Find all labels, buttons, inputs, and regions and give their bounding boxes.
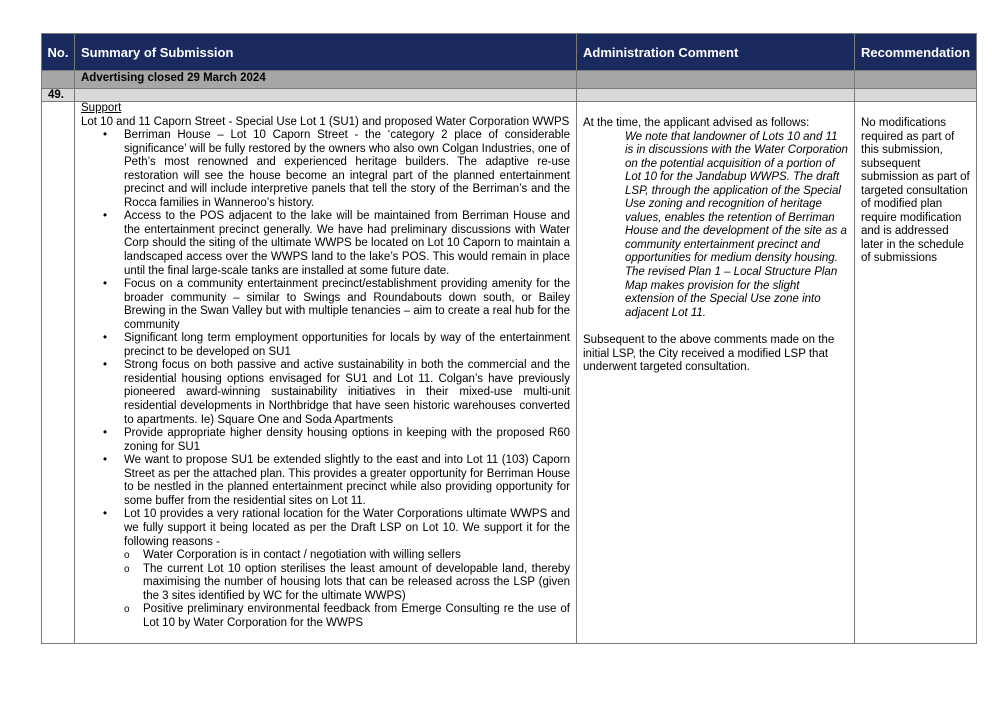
bullet-icon: • [103,210,108,223]
admin-quote: We note that landowner of Lots 10 and 11 is in discussions with the Water Corporation on the potential acquisition of a portion of Lot 10 for the Jandabup WWPS. The draft LSP, through the application of the Special Use zoning and recognition of heritage values, enables the retention of Berriman House and the development of the site as a community entertainment precinct and opportunities for medium density housing. The revised Plan 1 – Local Structure Plan Map makes provision for the slight extension of the Special Use zone into adjacent Lot 11. [625,130,848,319]
header-admin-comment: Administration Comment [577,34,855,71]
list-item: o Positive preliminary environmental feedback from Emerge Consulting re the use of Lot 10 by Water Corporation for the WWPS [124,603,570,629]
list-item: • Significant long term employment opportunities for locals by way of the entertainment precinct to be developed on SU1 [103,332,570,358]
list-item: • Access to the POS adjacent to the lake will be maintained from Berriman House and the entertainment precinct generally. We have had preliminary discussions with Water Corp should the siting of the ultimate WWPS be located on Lot 10 Caporn to maintain a landscaped access over the WWPS land to the lake’s POS. This would remain in place until the final large-scale tanks are installed at some future date. [103,210,570,277]
recommendation-cell: No modifications required as part of this submission, subsequent submission as part of targeted consultation of modified plan require modification and is addressed later in the schedule of submissions [855,102,977,644]
header-no: No. [42,34,75,71]
support-heading: Support [81,102,122,114]
circle-bullet-icon: o [124,604,130,616]
submission-number-row [42,89,977,102]
submission-body-row [42,102,977,644]
list-item: • Lot 10 provides a very rational location for the Water Corporations ultimate WWPS and we fully support it being located as per the Draft LSP on Lot 10. We support it for the following reasons - o Water Corporation is in contact / negotiation with willing sellers o The current Lot 10 option sterilises the least amount of developable land, thereby maximising the number of housing lots that can be released across the LSP (given the 3 sites identified by WC for the ultimate WWPS) o Positive preliminary environmental feedback from Emerge Consulting re the use of Lot 10 by Water Corporation for the WWPS [103,508,570,629]
bullet-icon: • [103,332,108,345]
bullet-icon: • [103,508,108,521]
bullet-icon: • [103,359,108,372]
admin-comment-cell [577,102,855,644]
circle-bullet-icon: o [124,550,130,562]
list-item: • Focus on a community entertainment precinct/establishment providing amenity for the broader community – similar to Swings and Roundabouts down south, or Bailey Brewing in the Swan Valley but with multiple tenancies – aim to create a real hub for the community [103,278,570,331]
list-item: o Water Corporation is in contact / negotiation with willing sellers [124,549,461,562]
bullet-icon: • [103,129,108,142]
list-item: o The current Lot 10 option sterilises the least amount of developable land, thereby maximising the number of housing lots that can be released across the LSP (given the 3 sites identified by WC for the ultimate WWPS) [124,562,570,602]
advertising-row [42,71,977,89]
reasons-sub-list [124,549,570,630]
list-item: • We want to propose SU1 be extended slightly to the east and into Lot 11 (103) Caporn Street as per the attached plan. This provides a greater opportunity for Berriman House to be nestled in the planned entertainment precinct while also providing opportunity for some buffer from the residential sites on Lot 11. [103,454,570,507]
header-recommendation: Recommendation [855,34,977,71]
bullet-icon: • [103,278,108,291]
list-item: • Provide appropriate higher density housing options in keeping with the proposed R60 zoning for SU1 [103,427,570,453]
circle-bullet-icon: o [124,563,130,575]
summary-bullet-list [81,129,570,630]
header-summary: Summary of Submission [75,34,577,71]
bullet-icon: • [103,454,108,467]
submission-number: 49. [42,89,75,102]
list-item: • Berriman House – Lot 10 Caporn Street - the ‘category 2 place of considerable significance’ will be fully restored by the owners who also own Colgan Industries, one of Peth’s most renowned and experienced heritage builders. The adaptive re-use restoration will see the house become an integral part of the planned entertainment precinct and will include interpretive panels that tell the story of the Berriman’s and the Rocca families in Wanneroo’s history. [103,129,570,209]
advertising-closed-label: Advertising closed 29 March 2024 [75,71,577,89]
bullet-icon: • [103,427,108,440]
table-header-row [42,34,977,71]
admin-intro: At the time, the applicant advised as follows: [583,117,810,129]
list-item: • Strong focus on both passive and active sustainability in both the commercial and the residential housing options envisaged for SU1 and Lot 11. Colgan’s have previously pioneered award-winning sustainability initiatives in their mixed-use multi-unit residential developments in Northbridge that have seen historic warehouses converted to apartments. Ie) Square One and Soda Apartments [103,359,570,426]
admin-followup: Subsequent to the above comments made on the initial LSP, the City received a modified LSP that underwent targeted consultation. [583,334,835,374]
summary-intro: Lot 10 and 11 Caporn Street - Special Use Lot 1 (SU1) and proposed Water Corporation WWPS [81,115,570,128]
submissions-table [41,33,977,644]
summary-cell [75,102,577,644]
